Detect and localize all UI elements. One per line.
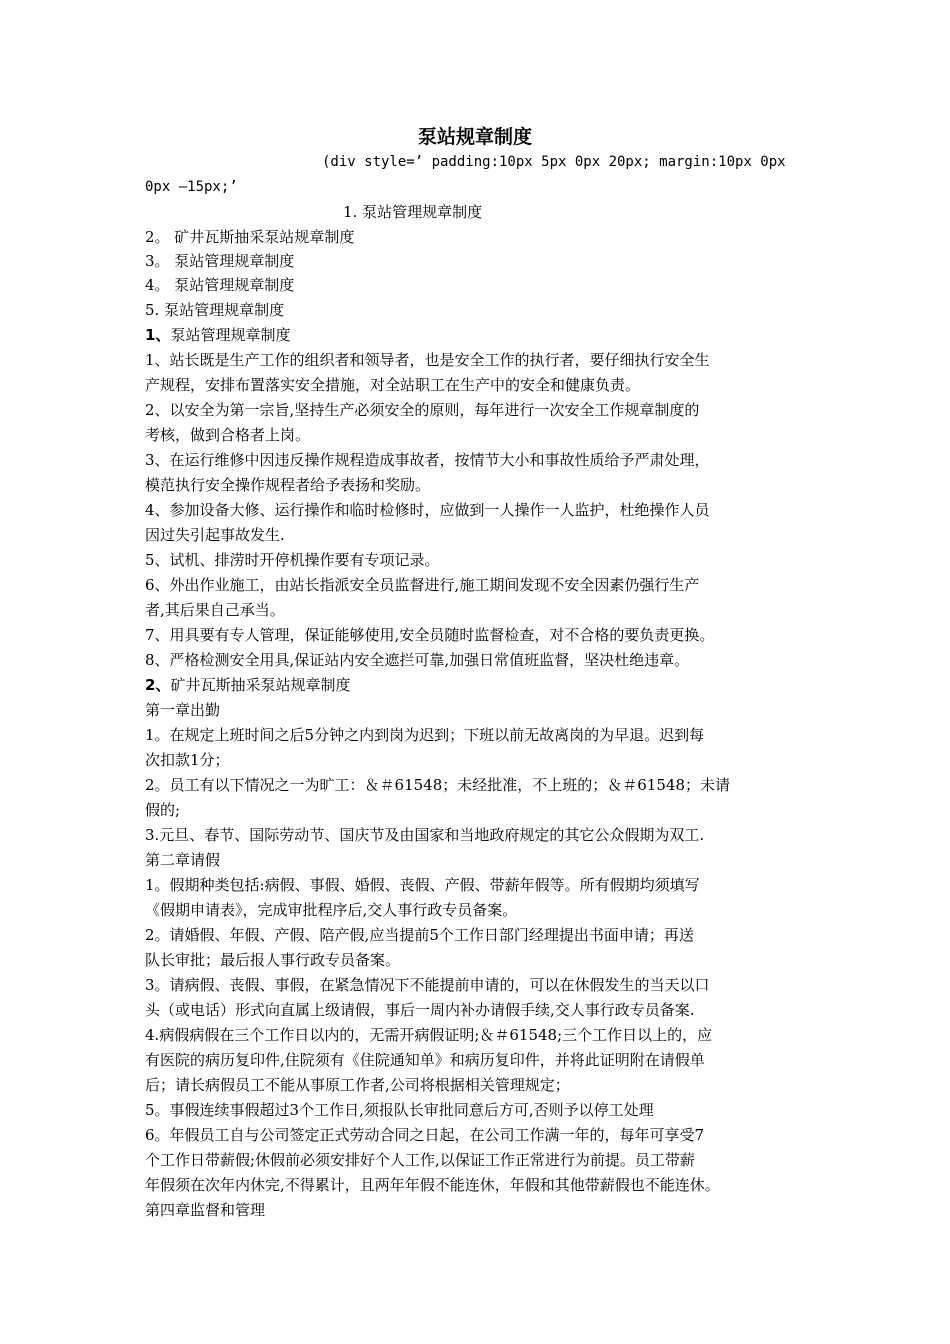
- body-line: 4、参加设备大修、运行操作和临时检修时，应做到一人操作一人监护，杜绝操作人员: [145, 501, 710, 519]
- body-line: 头（或电话）形式向直属上级请假，事后一周内补办请假手续,交人事行政专员备案.: [145, 1001, 695, 1019]
- body-line: 年假须在次年内休完,不得累计，且两年年假不能连休，年假和其他带薪假也不能连休。: [145, 1176, 720, 1194]
- section-heading: [145, 673, 350, 697]
- toc-item: 4。 泵站管理规章制度: [145, 276, 295, 294]
- body-line: 有医院的病历复印件,住院须有《住院通知单》和病历复印件，并将此证明附在请假单: [145, 1051, 705, 1069]
- body-line: 1。在规定上班时间之后5分钟之内到岗为迟到；下班以前无故离岗的为早退。迟到每: [145, 726, 705, 744]
- section-number: 1、: [145, 326, 171, 344]
- section-title: 矿井瓦斯抽采泵站规章制度: [170, 676, 351, 694]
- code-text-line-2: 0px —15px;’: [145, 179, 238, 195]
- body-line: 个工作日带薪假;休假前必须安排好个人工作,以保证工作正常进行为前提。员工带薪: [145, 1151, 695, 1169]
- body-line: 模范执行安全操作规程者给予表扬和奖励。: [145, 476, 431, 494]
- toc-item: 5. 泵站管理规章制度: [145, 301, 285, 319]
- body-line: 2、以安全为第一宗旨,坚持生产必须安全的原则，每年进行一次安全工作规章制度的: [145, 401, 700, 419]
- chapter-heading: 第四章监督和管理: [145, 1201, 266, 1219]
- body-line: 次扣款1分；: [145, 751, 230, 769]
- code-text-line-1: (div style=’ padding:10px 5px 0px 20px; margin:10px 0px: [322, 154, 786, 170]
- body-line: 假的;: [145, 801, 181, 819]
- body-line: 队长审批；最后报人事行政专员备案。: [145, 951, 401, 969]
- chapter-heading: 第二章请假: [145, 851, 221, 869]
- toc-item: 1. 泵站管理规章制度: [343, 203, 483, 221]
- body-line: 3.元旦、春节、国际劳动节、国庆节及由国家和当地政府规定的其它公众假期为双工.: [145, 826, 705, 844]
- body-line: 者,其后果自己承当。: [145, 601, 285, 619]
- body-line: 4.病假病假在三个工作日以内的，无需开病假证明;＆＃61548;三个工作日以上的，应: [145, 1026, 713, 1044]
- body-line: 后；请长病假员工不能从事原工作者,公司将根据相关管理规定；: [145, 1076, 570, 1094]
- body-line: 5、试机、排涝时开停机操作要有专项记录。: [145, 551, 440, 569]
- page-title: 泵站规章制度: [417, 126, 532, 148]
- body-line: 因过失引起事故发生.: [145, 526, 285, 544]
- section-title: 泵站管理规章制度: [170, 326, 291, 344]
- body-line: 《假期申请表》，完成审批程序后,交人事行政专员备案。: [145, 901, 518, 919]
- body-line: 5。事假连续事假超过3个工作日,须报队长审批同意后方可,否则予以停工处理: [145, 1101, 654, 1119]
- body-line: 1。假期种类包括:病假、事假、婚假、丧假、产假、带薪年假等。所有假期均须填写: [145, 876, 700, 894]
- section-heading: [145, 323, 290, 347]
- toc-item: 3。 泵站管理规章制度: [145, 252, 295, 270]
- body-line: 3、在运行维修中因违反操作规程造成事故者，按情节大小和事故性质给予严肃处理，: [145, 451, 710, 469]
- chapter-heading: 第一章出勤: [145, 701, 221, 719]
- body-line: 2。请婚假、年假、产假、陪产假,应当提前5个工作日部门经理提出书面申请；再送: [145, 926, 694, 944]
- body-line: 6、外出作业施工，由站长指派安全员监督进行,施工期间发现不安全因素仍强行生产: [145, 576, 700, 594]
- body-line: 3。请病假、丧假、事假，在紧急情况下不能提前申请的，可以在休假发生的当天以口: [145, 976, 710, 994]
- body-line: 考核，做到合格者上岗。: [145, 426, 311, 444]
- body-line: 产规程，安排布置落实安全措施，对全站职工在生产中的安全和健康负责。: [145, 376, 641, 394]
- body-line: 7、用具要有专人管理，保证能够使用,安全员随时监督检查，对不合格的要负责更换。: [145, 626, 715, 644]
- body-line: 1、站长既是生产工作的组织者和领导者，也是安全工作的执行者，要仔细执行安全生: [145, 351, 710, 369]
- body-line: 6。年假员工自与公司签定正式劳动合同之日起，在公司工作满一年的，每年可享受7: [145, 1126, 705, 1144]
- toc-item: 2。 矿井瓦斯抽采泵站规章制度: [145, 228, 355, 246]
- body-line: 2。员工有以下情况之一为旷工：＆＃61548；未经批准，不上班的；＆＃61548；未请: [145, 776, 730, 794]
- section-number: 2、: [145, 676, 171, 694]
- body-line: 8、严格检测安全用具,保证站内安全遮拦可靠,加强日常值班监督，坚决杜绝违章。: [145, 651, 690, 669]
